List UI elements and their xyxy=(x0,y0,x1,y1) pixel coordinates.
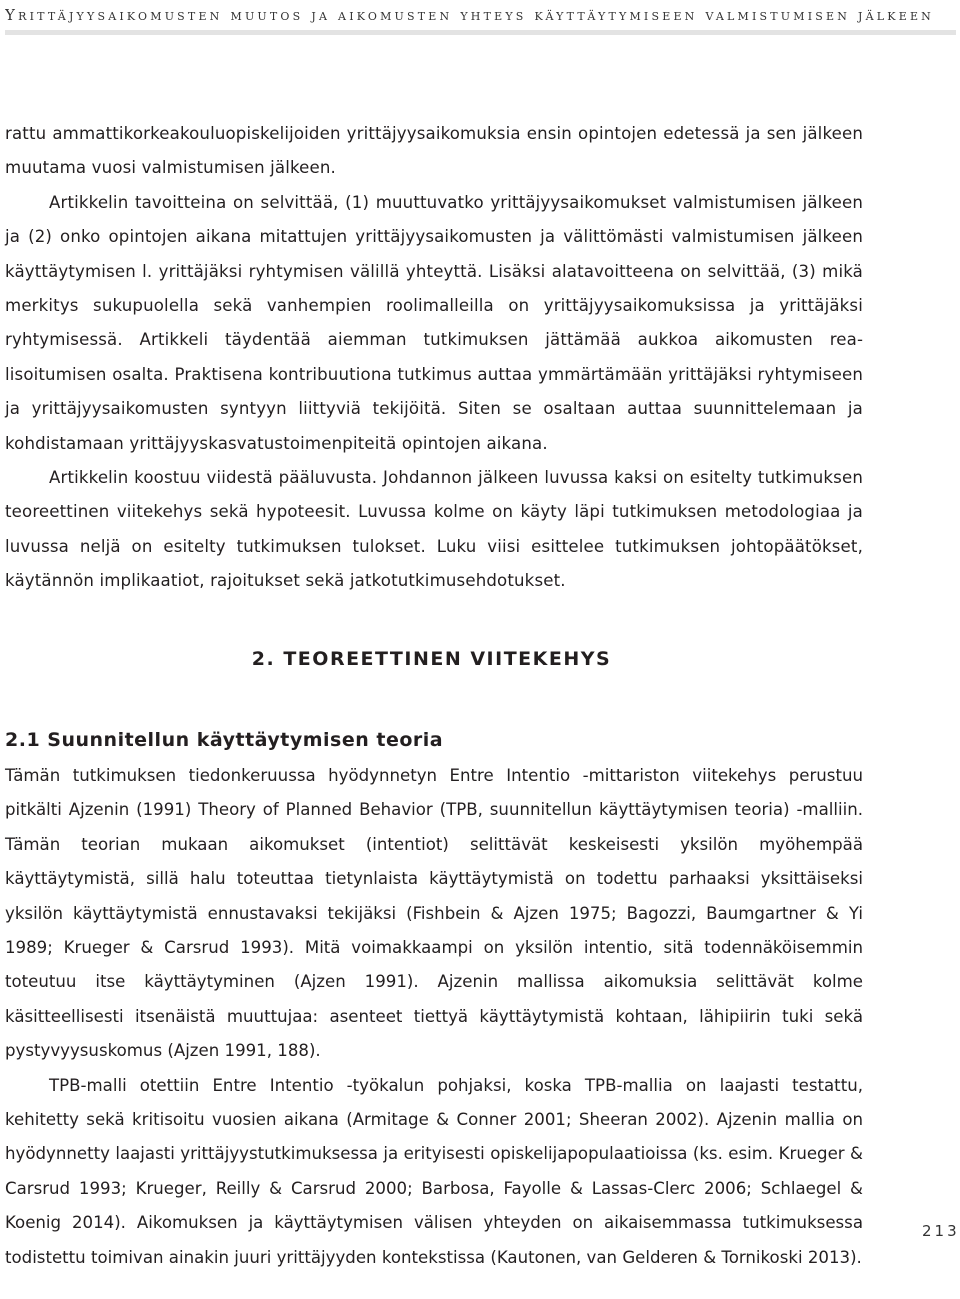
subsection-heading: 2.1 Suunnitellun käyttäytymisen teoria xyxy=(5,729,444,751)
intro-paragraph-3: Artikkelin koostuu viidestä pääluvusta. Johdannon jälkeen luvussa kaksi on esitelty tutkimuksen teoreettinen viitekehys sekä hypoteesit. Luvussa kolme on käyty läpi tutkimuksen metodologiaa ja luvussa neljä on esitelty tutkimuksen tulokset. Luku viisi esittelee tutkimuksen johtopäätökset, käytännön implikaatiot, rajoitukset sekä jatkotutkimusehdotukset. xyxy=(5,468,863,591)
theory-section xyxy=(5,759,863,1275)
header-rule xyxy=(5,30,956,35)
intro-section xyxy=(5,117,863,599)
intro-paragraph-1: rattu ammattikorkeakouluopiskelijoiden yrittäjyysaikomuksia ensin opintojen edetessä ja sen jälkeen muutama vuosi valmistumisen jälkeen. xyxy=(5,124,863,178)
theory-paragraph-2: TPB-malli otettiin Entre Intentio -työkalun pohjaksi, koska TPB-mallia on laajasti testattu, kehitetty sekä kritisoitu vuosien aikana (Armitage & Conner 2001; Sheeran 2002). Ajzenin mallia on hyödynnetty laajasti yrittäjyystutkimuksessa ja erityisesti opiskelijapopulaatioissa (ks. esim. Krueger & Carsrud 1993; Krueger, Reilly & Carsrud 2000; Barbosa, Fayolle & Lassas-Clerc 2006; Schlaegel & Koenig 2014). Aikomuksen ja käyttäytymisen välisen yhteyden on aikaisemmassa tutkimuksessa todistettu toimivan ainakin juuri yrittäjyyden kontekstissa (Kautonen, van Gelderen & Tornikoski 2013). xyxy=(5,1075,863,1267)
page-number: 213 xyxy=(922,1222,960,1240)
intro-paragraph-2: Artikkelin tavoitteina on selvittää, (1) muuttuvatko yrittäjyysaikomukset valmistumisen jälkeen ja (2) onko opintojen aikana mitattujen yrittäjyysaikomusten ja välittömästi valmistumisen jälkeen käyttäytymisen l. yrittäjäksi ryhtymisen välillä yhteyttä. Lisäksi alatavoitteena on selvittää, (3) mikä merkitys sukupuolella sekä vanhempien roolimalleilla on yrittäjyysaikomuksissa ja yrittäjäksi ryhtymisessä. Artikkeli täydentää aiemman tutkimuksen jättämää aukkoa aikomusten realisoitumisen osalta. Praktisena kontribuutiona tutkimus auttaa ymmärtämään yrittäjäksi ryhtymiseen ja yrittäjyysaikomusten syntyyn liittyviä tekijöitä. Siten se osaltaan auttaa suunnittelemaan ja kohdistamaan yrittäjyyskasvatustoimenpiteitä opintojen aikana. xyxy=(5,192,863,453)
theory-paragraph-1: Tämän tutkimuksen tiedonkeruussa hyödynnetyn Entre Intentio -mittariston viitekehys perustuu pitkälti Ajzenin (1991) Theory of Planned Behavior (TPB, suunnitellun käyttäytymisen teoria) -malliin. Tämän teorian mukaan aikomukset (intentiot) selittävät keskeisesti yksilön myöhempää käyttäytymistä, sillä halu toteuttaa tietynlaista käyttäytymistä on todettu parhaaksi yksittäiseksi yksilön käyttäytymistä ennustavaksi tekijäksi (Fishbein & Ajzen 1975; Bagozzi, Baumgartner & Yi 1989; Krueger & Carsrud 1993). Mitä voimakkaampi on yksilön intentio, sitä todennäköisemmin toteutuu itse käyttäytyminen (Ajzen 1991). Ajzenin mallissa aikomuksia selittävät kolme käsitteellisesti itsenäistä muuttujaa: asenteet tiettyä käyttäytymistä kohtaan, lähipiirin tuki sekä pystyvyysuskomus (Ajzen 1991, 188). xyxy=(5,766,863,1061)
section-heading: 2. TEOREETTINEN VIITEKEHYS xyxy=(251,648,612,670)
running-header: Yrittäjyysaikomusten muutos ja aikomusten yhteys käyttäytymiseen valmistumisen jälkeen xyxy=(5,6,934,24)
